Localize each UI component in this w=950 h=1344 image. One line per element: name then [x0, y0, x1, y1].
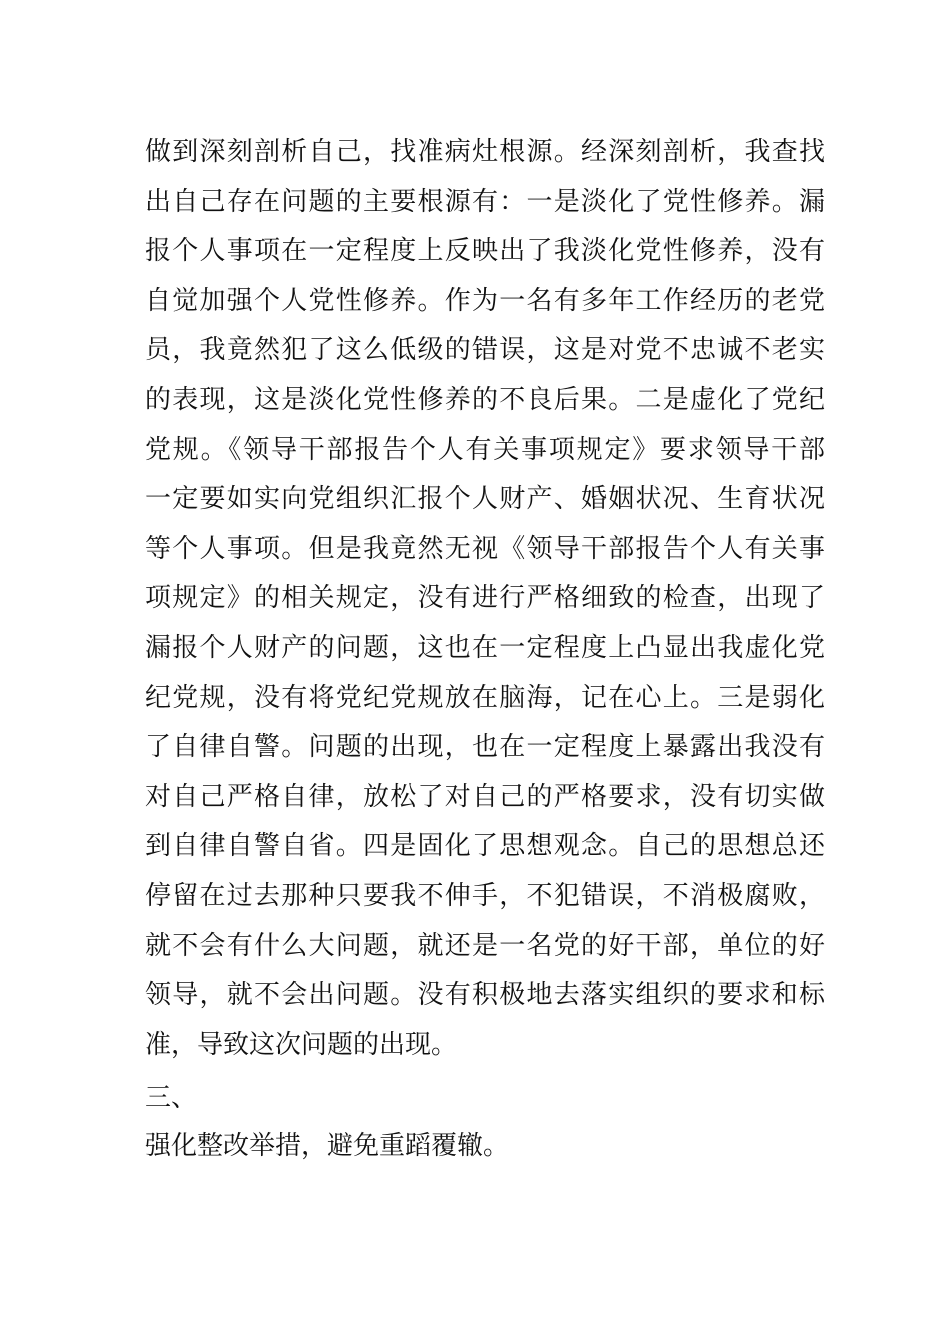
section-title: 强化整改举措，避免重蹈覆辙。	[145, 1131, 510, 1161]
body-paragraph	[145, 128, 825, 1070]
paragraph-line: 领导，就不会出问题。没有积极地去落实组织的要求和标	[145, 980, 825, 1011]
paragraph-line: 项规定》的相关规定，没有进行严格细致的检查，出现了	[145, 583, 825, 614]
paragraph-line: 的表现，这是淡化党性修养的不良后果。二是虚化了党纪	[145, 384, 825, 415]
paragraph-line: 到自律自警自省。四是固化了思想观念。自己的思想总还	[145, 831, 825, 862]
paragraph-line: 员，我竟然犯了这么低级的错误，这是对党不忠诚不老实	[145, 335, 825, 366]
paragraph-line: 漏报个人财产的问题，这也在一定程度上凸显出我虚化党	[145, 632, 825, 663]
paragraph-last-line: 准，导致这次问题的出现。	[145, 1029, 458, 1060]
paragraph-line: 就不会有什么大问题，就还是一名党的好干部，单位的好	[145, 930, 825, 961]
paragraph-line: 出自己存在问题的主要根源有：一是淡化了党性修养。漏	[145, 186, 825, 217]
paragraph-line: 停留在过去那种只要我不伸手，不犯错误，不消极腐败，	[145, 880, 825, 911]
paragraph-line: 等个人事项。但是我竟然无视《领导干部报告个人有关事	[145, 533, 825, 564]
paragraph-line: 对自己严格自律，放松了对自己的严格要求，没有切实做	[145, 781, 825, 812]
paragraph-line: 纪党规，没有将党纪党规放在脑海，记在心上。三是弱化	[145, 682, 825, 713]
paragraph-line: 做到深刻剖析自己，找准病灶根源。经深刻剖析，我查找	[145, 137, 825, 167]
paragraph-line: 了自律自警。问题的出现，也在一定程度上暴露出我没有	[145, 732, 825, 763]
paragraph-line: 报个人事项在一定程度上反映出了我淡化党性修养，没有	[145, 236, 825, 267]
paragraph-line: 自觉加强个人党性修养。作为一名有多年工作经历的老党	[145, 285, 825, 316]
paragraph-line: 一定要如实向党组织汇报个人财产、婚姻状况、生育状况	[145, 484, 825, 515]
paragraph-line: 党规。《领导干部报告个人有关事项规定》要求领导干部	[145, 434, 825, 465]
section-number: 三、	[145, 1083, 198, 1113]
